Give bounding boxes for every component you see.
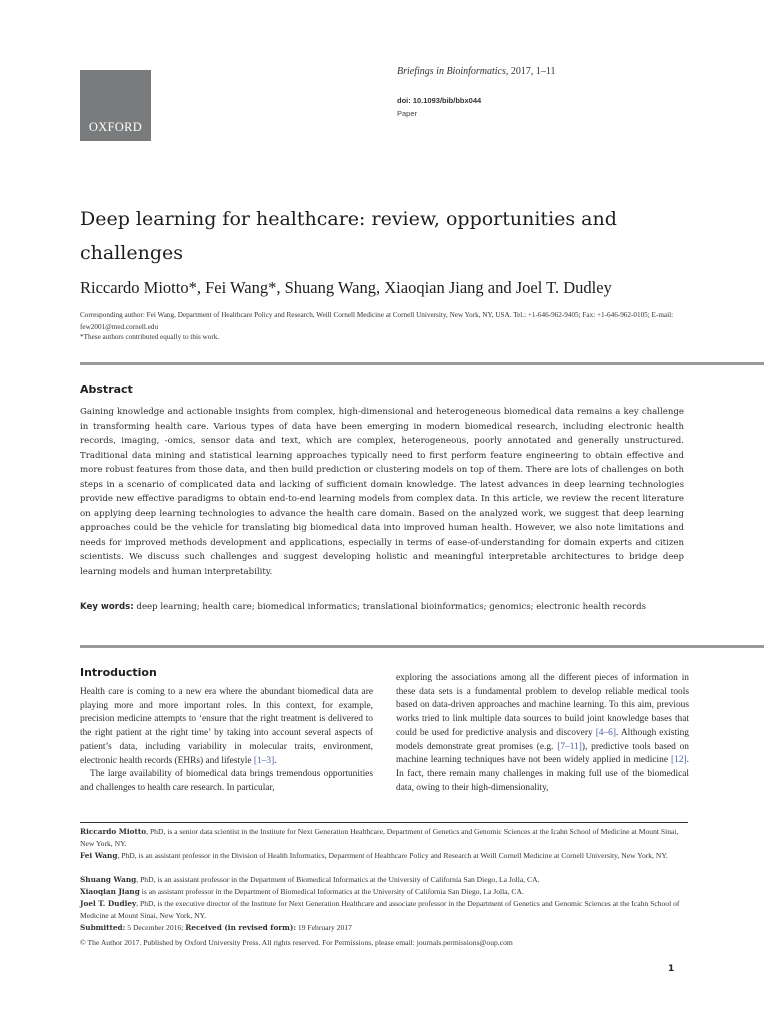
citation-link[interactable]: [4–6] bbox=[595, 727, 616, 738]
bio-text: , PhD, is an assistant professor in the Department of Biomedical Informatics at the University of California San Diego, La Jolla, CA. bbox=[136, 875, 540, 884]
bio-text: , PhD, is the executive director of the Institute for Next Generation Healthcare and associate professor in the Department of Genetics and Genomic Sciences at the Icahn School of Medicine at Mount Sinai, New York, NY. bbox=[80, 899, 680, 921]
author-bio bbox=[80, 826, 692, 850]
paragraph-text: ), predictive tools based on machine learning techniques have not been widely applied in medicine bbox=[396, 741, 689, 766]
received-label: Received (in revised form): bbox=[185, 923, 297, 932]
citation-link[interactable]: [7–11] bbox=[557, 741, 582, 752]
submitted-label: Submitted: bbox=[80, 923, 126, 932]
keywords-list: deep learning; health care; biomedical informatics; translational bioinformatics; genomics; electronic health records bbox=[136, 602, 646, 612]
bio-name: Joel T. Dudley bbox=[80, 899, 137, 908]
oxford-logo bbox=[80, 70, 151, 141]
paper-type: Paper bbox=[397, 109, 418, 118]
introduction-heading: Introduction bbox=[80, 666, 157, 679]
paragraph-text: . Although existing models demonstrate great promises (e.g. bbox=[396, 727, 689, 752]
author-bio bbox=[80, 874, 692, 886]
abstract-heading: Abstract bbox=[80, 383, 133, 396]
author-bio bbox=[80, 850, 692, 862]
divider bbox=[80, 645, 764, 648]
intro-paragraph: The large availability of biomedical data brings tremendous opportunities and challenges to health care research. In particular, bbox=[80, 769, 373, 793]
bio-name: Shuang Wang bbox=[80, 875, 137, 884]
bio-name: Fei Wang bbox=[80, 851, 118, 860]
intro-paragraph bbox=[396, 672, 689, 795]
bio-text: , PhD, is a senior data scientist in the Institute for Next Generation Healthcare, Department of Genetics and Genomic Sciences at the Icahn School of Medicine at Mount Sinai, New York, NY. bbox=[80, 827, 679, 849]
bio-text: is an assistant professor in the Department of Biomedical Informatics at the University of California San Diego, La Jolla, CA. bbox=[139, 887, 524, 896]
article-title: Deep learning for healthcare: review, opportunities and challenges bbox=[80, 208, 617, 264]
paragraph-text: . bbox=[274, 755, 277, 766]
corresponding-author: Corresponding author: Fei Wang, Department of Healthcare Policy and Research, Weill Cornell Medicine at Cornell University, New York, NY, USA. Tel.: +1-646-962-9405; Fax: +1-646-962-0105; E-mail: few2001@med.cornell.edu bbox=[80, 311, 674, 331]
journal-citation bbox=[397, 66, 556, 77]
bio-text: , PhD, is an assistant professor in the Division of Health Informatics, Department of Healthcare Policy and Research at Weill Cornell Medicine at Cornell University, New York, NY. bbox=[117, 851, 668, 860]
author-bio bbox=[80, 886, 692, 898]
logo-text: OXFORD bbox=[88, 120, 143, 134]
citation-link[interactable]: [1–3] bbox=[253, 755, 275, 766]
copyright-notice: © The Author 2017. Published by Oxford University Press. All rights reserved. For Permissions, please email: journals.permissions@oup.com bbox=[80, 938, 513, 947]
bio-name: Xiaoqian Jiang bbox=[80, 887, 140, 896]
submitted-date: 5 December 2016; bbox=[125, 923, 186, 932]
bio-name: Riccardo Miotto bbox=[80, 827, 147, 836]
abstract-text: Gaining knowledge and actionable insights from complex, high-dimensional and heterogeneous biomedical data remains a key challenge in transforming health care. Various types of data have been emerging in modern biomedical research, including electronic health records, imaging, -omics, sensor data and text, which are complex, heterogeneous, poorly annotated and generally unstructured. Traditional data mining and statistical learning approaches typically need to first perform feature engineering to obtain effective and more robust features from those data, and then build prediction or clustering models on top of them. There are lots of challenges on both steps in a scenario of complicated data and lacking of sufficient domain knowledge. The latest advances in deep learning technologies provide new effective paradigms to obtain end-to-end learning models from complex data. In this article, we review the recent literature on applying deep learning technologies to advance the health care domain. Based on the analyzed work, we suggest that deep learning approaches could be the vehicle for translating big biomedical data into improved human health. However, we also note limitations and needs for improved methods development and applications, especially in terms of ease-of-understanding for domain experts and citizen scientists. We discuss such challenges and suggest developing holistic and meaningful interpretable architectures to bridge deep learning models and human interpretability. bbox=[80, 407, 684, 577]
intro-column-left bbox=[80, 686, 373, 796]
journal-info: , 2017, 1–11 bbox=[505, 66, 556, 77]
paragraph-text: exploring the associations among all the different pieces of information in these data sets is a fundamental problem to develop reliable medical tools based on data-driven approaches and machine learning. To this aim, previous works tried to link multiple data sources to build joint knowledge bases that could be used for predictive analysis and discovery bbox=[396, 673, 689, 738]
intro-paragraph bbox=[80, 686, 373, 768]
keywords bbox=[80, 600, 690, 615]
doi[interactable]: doi: 10.1093/bib/bbx044 bbox=[397, 96, 482, 105]
submission-dates bbox=[80, 922, 692, 934]
paragraph-text: . In fact, there remain many challenges in making full use of the biomedical data, owing to their high-dimensionality, bbox=[396, 755, 689, 793]
intro-column-right bbox=[396, 672, 689, 795]
citation-link[interactable]: [12] bbox=[671, 755, 687, 766]
author-list: Riccardo Miotto*, Fei Wang*, Shuang Wang, Xiaoqian Jiang and Joel T. Dudley bbox=[80, 278, 612, 297]
divider bbox=[80, 362, 764, 365]
author-bio bbox=[80, 898, 692, 922]
journal-name: Briefings in Bioinformatics bbox=[397, 66, 506, 77]
page-number: 1 bbox=[668, 964, 675, 974]
footnote-divider bbox=[80, 822, 688, 823]
paragraph-text: Health care is coming to a new era where the abundant biomedical data are playing more and more important roles. In this context, for example, precision medicine attempts to ‘ensure that the right treatment is delivered to the right patient at the right time’ by taking into account several aspects of patient’s data, including variability in molecular traits, environment, electronic health records (EHRs) and lifestyle bbox=[80, 687, 373, 766]
received-date: 19 February 2017 bbox=[296, 923, 352, 932]
keywords-label: Key words: bbox=[80, 602, 134, 612]
equal-contribution-note: *These authors contributed equally to this work. bbox=[80, 333, 220, 341]
